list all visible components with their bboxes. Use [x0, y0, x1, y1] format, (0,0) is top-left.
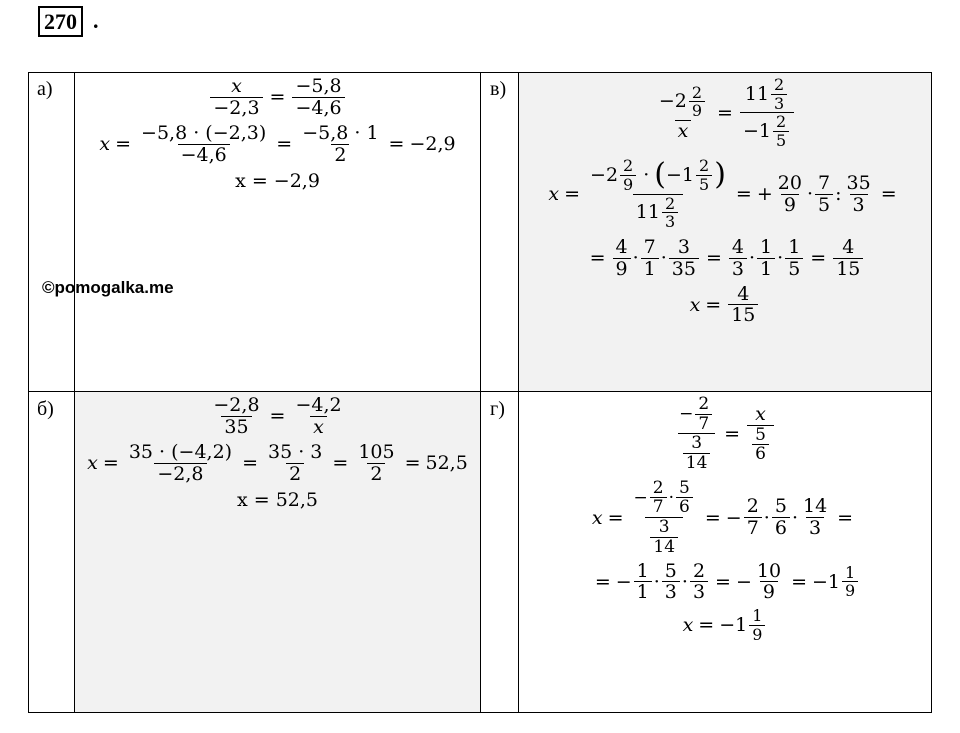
a-line-3 [235, 170, 320, 192]
den: 35 [669, 258, 699, 280]
dot: · [777, 247, 784, 270]
var-x: x [591, 506, 603, 529]
v-whole: −2 [658, 90, 687, 113]
border-mid [28, 391, 932, 392]
eq: = [102, 452, 119, 475]
g-line-4 [683, 607, 768, 643]
dot: · [660, 247, 667, 270]
num: 5 [774, 495, 787, 518]
eq: = [724, 422, 741, 445]
var-x: x [99, 133, 111, 156]
eq: = [332, 452, 349, 475]
v-line-1 [654, 76, 796, 149]
v-frac-den: 3 [662, 212, 678, 231]
eq: = [704, 506, 721, 529]
num: 1 [760, 235, 773, 258]
solution-g [519, 395, 931, 643]
a-line-2 [99, 123, 455, 166]
eq: = [880, 183, 897, 206]
var-x: x [87, 452, 98, 475]
g-line-1 [674, 395, 776, 473]
a-l1-rden: −4,6 [292, 97, 344, 119]
den: 7 [695, 414, 712, 434]
den: 1 [757, 258, 775, 280]
b-l2-num2: 35 · 3 [268, 440, 323, 463]
b-line-1 [208, 395, 346, 438]
v-frac-num: 2 [623, 156, 634, 176]
label-b: б) [37, 398, 54, 420]
eq: = [810, 247, 827, 270]
b-line-3 [237, 489, 318, 511]
num: 10 [756, 559, 782, 582]
eq: = [564, 183, 581, 206]
label-g: г) [490, 398, 505, 420]
eq: = [269, 86, 286, 109]
watermark: ©pomogalka.me [42, 278, 174, 297]
a-line-1 [208, 76, 346, 119]
solution-v [519, 76, 931, 326]
border-bottom [28, 712, 932, 713]
b-l2-den2: 2 [286, 463, 304, 485]
v-frac-num: 2 [691, 82, 703, 102]
minus: − [633, 487, 648, 508]
var-x: x [689, 293, 701, 316]
b-line-2 [87, 442, 468, 485]
dot: · [643, 164, 650, 187]
den: 7 [650, 497, 667, 517]
dot: · [749, 247, 756, 270]
num: 3 [691, 433, 703, 454]
den: 9 [613, 258, 631, 280]
border-right [931, 72, 932, 713]
den: 15 [728, 304, 758, 326]
eq: = [698, 614, 715, 637]
b-l2-den3: 2 [367, 463, 385, 485]
b-l1-num: −2,8 [213, 394, 260, 416]
v-whole: 11 [744, 82, 770, 105]
v-frac-den: 3 [771, 94, 787, 113]
border-top [28, 72, 932, 73]
v-frac-num: 2 [699, 156, 710, 176]
num: 2 [698, 394, 710, 414]
dot: · [653, 570, 660, 593]
den: 14 [650, 537, 678, 557]
v-frac-num: 2 [664, 193, 676, 213]
num: 7 [643, 235, 656, 258]
eq: = [589, 247, 606, 270]
eq: = [276, 133, 293, 156]
num: 5 [755, 424, 766, 445]
v-frac-den: 9 [620, 175, 636, 194]
a-answer: x = −2,9 [235, 169, 320, 192]
a-l1-rnum: −5,8 [295, 75, 342, 97]
den: 3 [729, 258, 747, 280]
eq: = [388, 133, 405, 156]
den: 9 [842, 581, 858, 600]
paren-right: ) [714, 157, 726, 193]
minus: − [735, 570, 752, 593]
num: 4 [731, 235, 744, 258]
dot: · [668, 487, 675, 508]
dot: · [681, 570, 688, 593]
v-whole: 11 [635, 201, 660, 224]
den: 3 [690, 581, 708, 603]
var-x: x [675, 120, 692, 142]
dot: · [791, 506, 798, 529]
g-whole: −1 [719, 614, 748, 637]
den: 7 [744, 517, 762, 539]
minus: − [725, 506, 742, 529]
num: 4 [737, 282, 750, 305]
v-frac-num: 2 [775, 112, 787, 132]
label-v: в) [490, 78, 507, 100]
num: 5 [679, 477, 690, 498]
den: 5 [815, 194, 833, 216]
num: 2 [692, 559, 706, 582]
b-answer: x = 52,5 [236, 488, 319, 511]
solution-a [75, 74, 480, 194]
eq: = [594, 570, 611, 593]
den: 3 [806, 517, 824, 539]
v-whole: −2 [590, 164, 619, 187]
den: 9 [749, 625, 765, 644]
eq: = [705, 293, 722, 316]
dot: · [763, 506, 770, 529]
num: 1 [788, 235, 801, 258]
a-l1-den: −2,3 [210, 97, 262, 119]
den: 14 [683, 453, 711, 473]
v-frac-num: 2 [774, 75, 785, 94]
border-col2 [480, 72, 481, 713]
a-l2-den: −4,6 [178, 144, 230, 166]
border-left [28, 72, 29, 713]
paren-left: ( [654, 157, 666, 193]
solution-b [75, 393, 480, 513]
den: 3 [662, 581, 680, 603]
eq: = [269, 405, 286, 428]
eq: = [115, 133, 132, 156]
b-l2-result: 52,5 [425, 452, 468, 475]
colon: : [835, 183, 842, 206]
eq: = [404, 452, 421, 475]
den: 6 [676, 497, 693, 517]
b-l1-rden: x [310, 416, 327, 438]
eq: = [717, 101, 733, 124]
a-l1-num: x [231, 75, 242, 97]
den: 15 [833, 258, 863, 280]
b-l2-num: 35 · (−4,2) [128, 440, 233, 463]
den: 3 [850, 194, 868, 216]
num: 4 [615, 235, 628, 258]
num: 14 [802, 495, 828, 518]
dot: · [806, 183, 813, 206]
g-whole: −1 [811, 570, 840, 593]
minus: − [615, 570, 632, 593]
den: 6 [752, 444, 769, 464]
b-l1-rnum: −4,2 [295, 394, 342, 416]
dot: · [632, 247, 639, 270]
a-l2-result: −2,9 [409, 133, 456, 156]
eq: = [837, 506, 854, 529]
b-l2-num3: 105 [358, 440, 395, 463]
v-frac-den: 5 [696, 175, 712, 194]
a-l2-num2: −5,8 · 1 [302, 121, 379, 144]
problem-number: 270 [38, 6, 83, 37]
num: 1 [636, 559, 649, 582]
v-whole: −1 [742, 119, 771, 142]
num: 3 [677, 235, 690, 258]
num: 7 [818, 171, 831, 194]
g-line-2 [592, 479, 858, 557]
eq: = [607, 506, 624, 529]
g-line-3 [590, 561, 860, 604]
num: 3 [658, 517, 670, 538]
v-frac-den: 9 [689, 101, 705, 120]
den: 5 [785, 258, 803, 280]
num: 1 [752, 606, 763, 626]
var-x: x [755, 402, 766, 425]
var-x: x [682, 614, 694, 637]
b-l1-den: 35 [221, 416, 251, 438]
eq: = [242, 452, 258, 475]
den: 9 [781, 194, 799, 216]
a-l2-den2: 2 [331, 144, 349, 166]
eq: = [735, 183, 752, 206]
problem-number-dot: . [93, 8, 99, 33]
den: 1 [634, 581, 652, 603]
den: 9 [760, 581, 778, 603]
den: 1 [641, 258, 659, 280]
var-x: x [548, 183, 560, 206]
num: 20 [777, 171, 802, 194]
num: 4 [842, 235, 855, 258]
num: 2 [746, 495, 759, 518]
eq: = [715, 570, 731, 593]
v-line-2 [548, 157, 901, 230]
minus: − [679, 403, 694, 424]
label-a: а) [37, 78, 53, 100]
eq: = [705, 247, 722, 270]
den: 6 [772, 517, 790, 539]
b-l2-den: −2,8 [154, 463, 206, 485]
num: 2 [652, 477, 664, 498]
a-l2-num: −5,8 · (−2,3) [141, 121, 267, 144]
v-line-3 [585, 237, 866, 280]
num: 1 [845, 562, 856, 582]
v-line-4 [690, 284, 761, 327]
num: 35 [846, 171, 871, 194]
eq: = [791, 570, 807, 593]
num: 5 [664, 559, 677, 582]
plus: + [756, 183, 773, 206]
v-whole: −1 [666, 164, 695, 187]
v-frac-den: 5 [773, 131, 789, 150]
